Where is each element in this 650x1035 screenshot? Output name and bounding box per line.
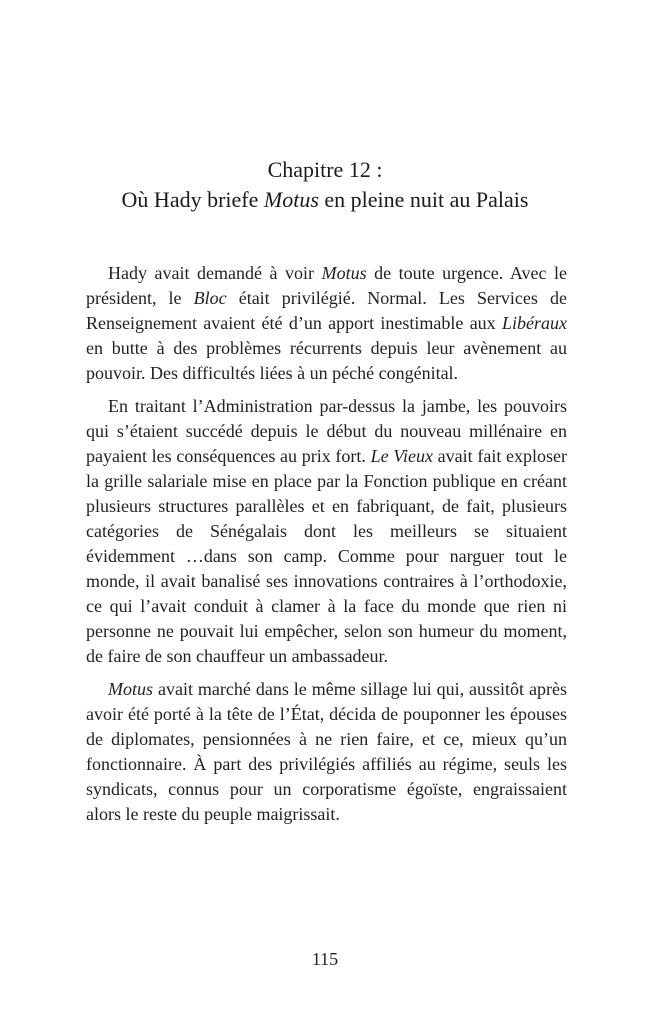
- chapter-number: Chapitre 12 :: [267, 157, 383, 182]
- chapter-title-italic: Motus: [263, 187, 319, 212]
- text-segment: Hady avait demandé à voir: [108, 263, 322, 283]
- text-segment: avait fait exploser la grille salariale mise en place par la Fonction publique en créant plusieurs structures parallèles et en fabriquant, de fait, plusieurs catégories de Sénégalais dont les meilleurs se situaient évidemment …dans son camp. Comme pour narguer tout le monde, il avait banalisé ses innovations contraires à l’orthodoxie, ce qui l’avait conduit à clamer à la face du monde que rien ni personne ne pouvait lui empêcher, selon son humeur du moment, de faire de son chauffeur un ambassadeur.: [86, 446, 567, 666]
- text-segment: en butte à des problèmes récurrents depuis leur avènement au pouvoir. Des difficultés liées à un péché congénital.: [86, 338, 567, 383]
- paragraph-1: [86, 261, 567, 386]
- chapter-heading: [0, 155, 650, 215]
- body-text: [86, 261, 567, 835]
- paragraph-2: [86, 394, 567, 669]
- chapter-title: [0, 185, 650, 215]
- text-segment: était privilégié. Normal. Les Services de Renseignement avaient été d’un apport inestimable aux: [86, 288, 567, 333]
- italic-segment: Le Vieux: [370, 446, 433, 466]
- paragraph-3: [86, 677, 567, 827]
- chapter-title-before: Où Hady briefe: [121, 187, 264, 212]
- text-segment: En traitant l’Administration par-dessus la jambe, les pouvoirs qui s’étaient succédé depuis le début du nouveau millénaire en payaient les conséquences au prix fort.: [86, 396, 567, 466]
- page-number: 115: [311, 949, 339, 969]
- italic-segment: Libéraux: [502, 313, 567, 333]
- text-segment: de toute urgence. Avec le président, le: [86, 263, 567, 308]
- text-segment: avait marché dans le même sillage lui qui, aussitôt après avoir été porté à la tête de l’État, décida de pouponner les épouses de diplomates, pensionnées à ne rien faire, et ce, mieux qu’un fonctionnaire. À part des privilégiés affiliés au régime, seuls les syndicats, connus pour un corporatisme égoïste, engraissaient alors le reste du peuple maigrissait.: [86, 679, 567, 824]
- italic-segment: Bloc: [193, 288, 227, 308]
- italic-segment: Motus: [321, 263, 367, 283]
- italic-segment: Motus: [108, 679, 153, 699]
- chapter-title-after: en pleine nuit au Palais: [318, 187, 529, 212]
